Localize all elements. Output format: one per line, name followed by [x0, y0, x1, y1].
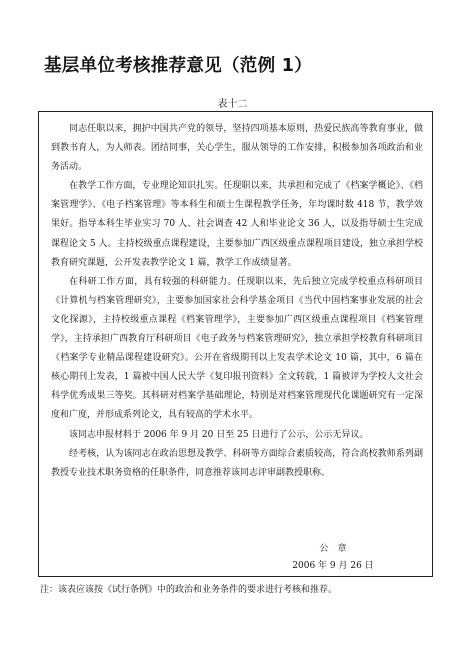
paragraph-political: 同志任职以来，拥护中国共产党的领导，坚持四项基本原则，热爱民族高等教育事业，做到教书育人，为人师表。团结同事，关心学生，服从领导的工作安排，积极参加各项政治和业务活动。: [51, 124, 423, 173]
paragraph-conclusion: 经考核，认为该同志在政治思想及教学、科研等方面综合素质较高，符合高校教师系列副教授专业技术职务资格的任职条件，同意推荐该同志评审副教授职称。: [51, 448, 423, 478]
page-title: 基层单位考核推荐意见（范例 1）: [44, 56, 313, 76]
paragraph-publicity: 该同志申报材料于 2006 年 9 月 20 日至 25 日进行了公示，公示无异议。: [69, 429, 369, 440]
recommendation-box: [38, 111, 433, 577]
seal-label: 公 章: [319, 544, 347, 554]
table-label: 表十二: [217, 99, 248, 110]
paragraph-teaching: 在教学工作方面，专业理论知识扎实。任现职以来，共承担和完成了《档案学概论》、《档案管理学》、《电子档案管理》等本科生和硕士生课程教学任务，年均课时数 418 节，教学效果好。指导本科生毕业实习 70 人、社会调查 42 人和毕业论文 36 人，以及指导硕士生完成课程论文 5 人。主持校级重点课程建设，主要参加广西区级重点课程项目建设，独立承担学校教育研究课题，公开发表教学论文 1 篇，教学工作成绩显著。: [51, 181, 423, 268]
signature-block: [290, 541, 376, 575]
footnote: 注：该表应该按《试行条例》中的政治和业务条件的要求进行考核和推荐。: [40, 585, 338, 595]
sign-date: 2006 年 9 月 26 日: [292, 561, 374, 571]
paragraph-research: 在科研工作方面，具有较强的科研能力。任现职以来，先后独立完成学校重点科研项目《计算机与档案管理研究》，主要参加国家社会科学基金项目《当代中国档案事业发展的社会文化探源》，主持校级重点课程《档案管理学》，主要参加广西区级重点课程项目《档案管理学》，主持承担广西教育厅科研项目《电子政务与档案管理研究》，独立承担学校教育科研项目《档案学专业精品课程建设研究》。公开在省级期刊以上发表学术论文 10 篇，其中，6 篇在核心期刊上发表，1 篇被中国人民大学《复印报刊资料》全文转载，1 篇被评为学校人文社会科学优秀成果三等奖。其科研对档案学基础理论，特别是对档案管理现代化课题研究有一定深度和广度，并形成系列论文，具有较高的学术水平。: [51, 276, 423, 421]
